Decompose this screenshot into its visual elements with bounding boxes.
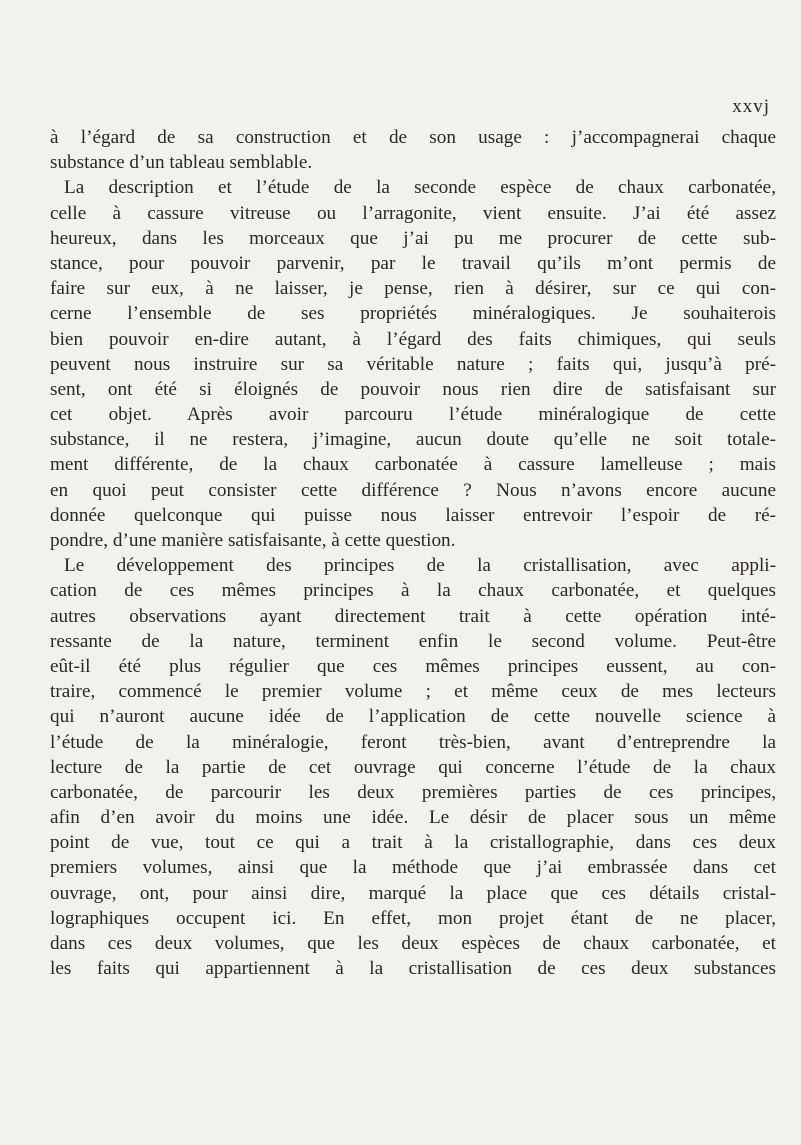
- text-line: cet objet. Après avoir parcouru l’étude minéralogique de cette: [50, 404, 776, 426]
- text-line: autres observations ayant directement trait à cette opération inté-: [50, 605, 776, 627]
- text-line: dans ces deux volumes, que les deux espèces de chaux carbonatée, et: [50, 933, 776, 954]
- paragraph-start-line: Le développement des principes de la cristallisation, avec appli-: [64, 555, 776, 577]
- text-line: cerne l’ensemble de ses propriétés minéralogiques. Je souhaiterois: [50, 303, 776, 325]
- text-line: substance, il ne restera, j’imagine, aucun doute qu’elle ne soit totale-: [50, 429, 776, 451]
- text-line: peuvent nous instruire sur sa véritable nature ; faits qui, jusqu’à pré-: [50, 353, 776, 375]
- text-line: lographiques occupent ici. En effet, mon projet étant de ne placer,: [50, 907, 776, 929]
- text-line: pondre, d’une manière satisfaisante, à cette question.: [50, 530, 456, 551]
- text-line: ment différente, de la chaux carbonatée à cassure lamelleuse ; mais: [50, 454, 776, 476]
- text-line: premiers volumes, ainsi que la méthode que j’ai embrassée dans cet: [50, 857, 776, 879]
- body-text: [50, 125, 776, 981]
- text-line: bien pouvoir en-dire autant, à l’égard des faits chimiques, qui seuls: [50, 328, 776, 350]
- text-line: stance, pour pouvoir parvenir, par le travail qu’ils m’ont permis de: [50, 252, 776, 274]
- text-line: l’étude de la minéralogie, feront très-bien, avant d’entreprendre la: [50, 731, 776, 753]
- text-line: afin d’en avoir du moins une idée. Le désir de placer sous un même: [50, 807, 776, 829]
- text-line: traire, commencé le premier volume ; et même ceux de mes lecteurs: [50, 681, 776, 703]
- text-line: à l’égard de sa construction et de son usage : j’accompagnerai chaque: [50, 127, 776, 148]
- text-line: carbonatée, de parcourir les deux premières parties de ces principes,: [50, 781, 776, 803]
- text-line: ressante de la nature, terminent enfin le second volume. Peut-être: [50, 630, 776, 652]
- text-line: les faits qui appartiennent à la cristallisation de ces deux substances: [50, 958, 776, 980]
- text-line: cation de ces mêmes principes à la chaux carbonatée, et quelques: [50, 580, 776, 602]
- text-line: lecture de la partie de cet ouvrage qui concerne l’étude de la chaux: [50, 756, 776, 778]
- text-line: ouvrage, ont, pour ainsi dire, marqué la place que ces détails cristal-: [50, 882, 776, 904]
- text-line: donnée quelconque qui puisse nous laisser entrevoir l’espoir de ré-: [50, 504, 776, 526]
- text-line: sent, ont été si éloignés de pouvoir nous rien dire de satisfaisant sur: [50, 378, 776, 400]
- text-line: en quoi peut consister cette différence ? Nous n’avons encore aucune: [50, 479, 776, 501]
- page-number: xxvj: [732, 96, 770, 117]
- text-line: heureux, dans les morceaux que j’ai pu me procurer de cette sub-: [50, 227, 776, 249]
- text-line: qui n’auront aucune idée de l’application de cette nouvelle science à: [50, 706, 776, 728]
- text-line: substance d’un tableau semblable.: [50, 152, 313, 174]
- text-line: eût-il été plus régulier que ces mêmes principes eussent, au con-: [50, 655, 776, 677]
- text-line: faire sur eux, à ne laisser, je pense, rien à désirer, sur ce qui con-: [50, 278, 776, 300]
- text-line: celle à cassure vitreuse ou l’arragonite, vient ensuite. J’ai été assez: [50, 202, 776, 224]
- text-line: point de vue, tout ce qui a trait à la cristallographie, dans ces deux: [50, 832, 776, 854]
- paragraph-start-line: La description et l’étude de la seconde espèce de chaux carbonatée,: [64, 177, 776, 199]
